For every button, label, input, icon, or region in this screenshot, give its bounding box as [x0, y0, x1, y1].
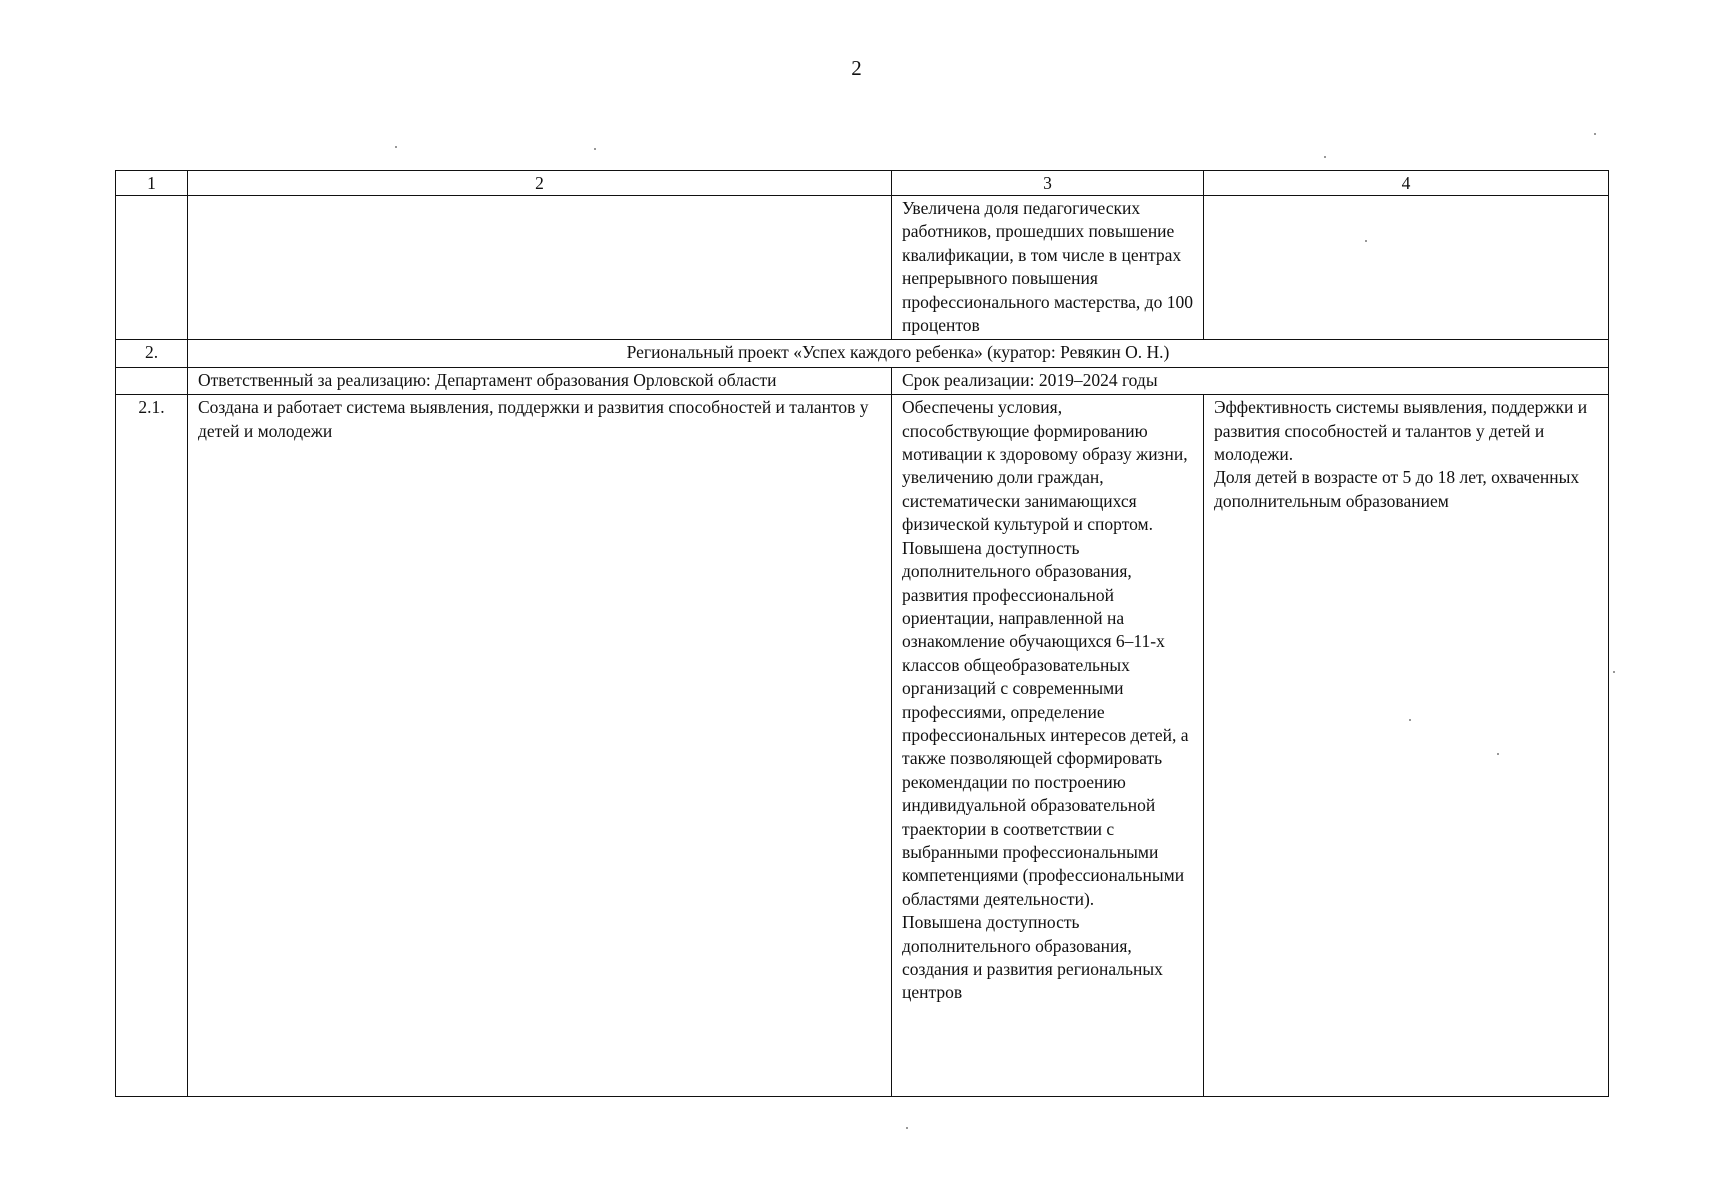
responsible-text: Ответственный за реализацию: Департамент образования Орловской области	[188, 367, 892, 394]
continuation-row-col2	[188, 196, 892, 340]
scan-speck	[395, 146, 397, 148]
continuation-row-col4	[1204, 196, 1609, 340]
header-cell-1: 1	[116, 171, 188, 196]
scan-speck	[906, 1127, 908, 1129]
scan-speck	[1324, 156, 1326, 158]
document-table	[115, 170, 1609, 1097]
scan-speck	[1613, 671, 1615, 673]
header-cell-2: 2	[188, 171, 892, 196]
project-row	[116, 340, 1609, 367]
item-row	[116, 395, 1609, 1097]
item-results: Обеспечены условия, способствующие формированию мотивации к здоровому образу жизни, увеличению доли граждан, систематически занимающихся физической культурой и спортом. Повышена доступность дополнительного образования, развития профессиональной ориентации, направленной на ознакомление обучающихся 6–11-х классов общеобразовательных организаций с современными профессиями, определение профессиональных интересов детей, а также позволяющей сформировать рекомендации по построению индивидуальной образовательной траектории в соответствии с выбранными профессиональными компетенциями (профессиональными областями деятельности). Повышена доступность дополнительного образования, создания и развития региональных центров	[892, 395, 1204, 1097]
responsible-row	[116, 367, 1609, 394]
implementation-term: Срок реализации: 2019–2024 годы	[892, 367, 1609, 394]
item-indicators: Эффективность системы выявления, поддержки и развития способностей и талантов у детей и молодежи. Доля детей в возрасте от 5 до 18 лет, охваченных дополнительным образованием	[1204, 395, 1609, 1097]
scan-speck	[1409, 719, 1411, 721]
item-task: Создана и работает система выявления, поддержки и развития способностей и талантов у детей и молодежи	[188, 395, 892, 1097]
project-title: Региональный проект «Успех каждого ребенка» (куратор: Ревякин О. Н.)	[188, 340, 1609, 367]
header-cell-3: 3	[892, 171, 1204, 196]
continuation-row-number	[116, 196, 188, 340]
item-row-number: 2.1.	[116, 395, 188, 1097]
table-header-row	[116, 171, 1609, 196]
header-cell-4: 4	[1204, 171, 1609, 196]
continuation-row-result: Увеличена доля педагогических работников, прошедших повышение квалификации, в том числе в центрах непрерывного повышения профессионального мастерства, до 100 процентов	[892, 196, 1204, 340]
scan-speck	[1594, 133, 1596, 135]
project-row-number: 2.	[116, 340, 188, 367]
responsible-row-number	[116, 367, 188, 394]
scan-speck	[1497, 753, 1499, 755]
page-number: 2	[851, 56, 862, 80]
continuation-row	[116, 196, 1609, 340]
scan-speck	[1365, 240, 1367, 242]
scan-speck	[594, 148, 596, 150]
